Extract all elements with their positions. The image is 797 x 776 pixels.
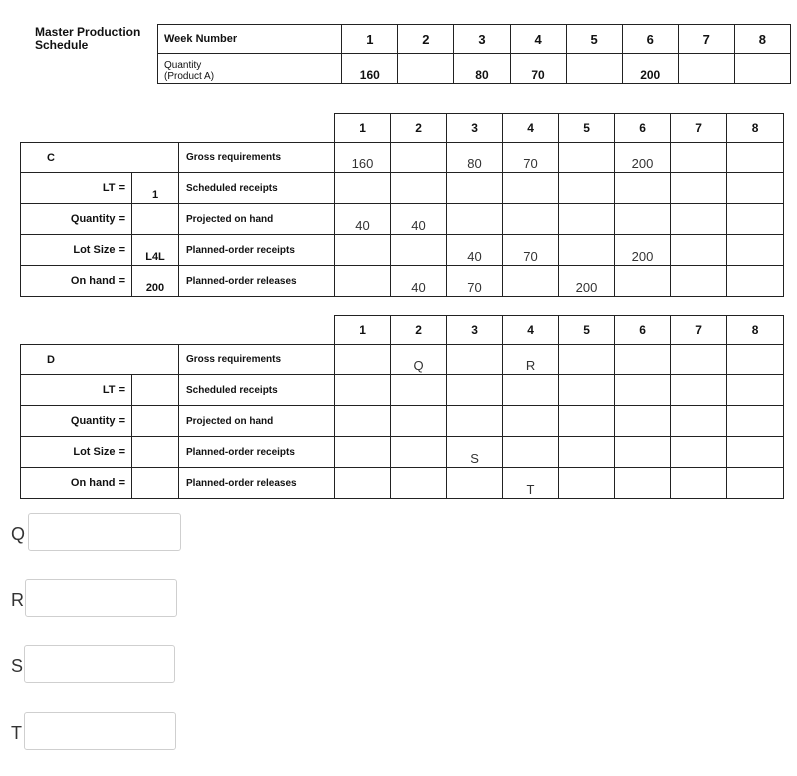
mrp-d-week: 6 [615,316,671,345]
cell [391,143,447,173]
mps-quantity: 80 [454,54,510,84]
cell [727,468,784,499]
mps-week: 6 [622,25,678,54]
mrp-c-receipts-row [21,235,784,266]
cell [727,375,784,406]
answer-input-s[interactable] [24,645,175,683]
cell [335,173,391,204]
cell [559,235,615,266]
row-label: Planned-order receipts [179,437,335,468]
lot-size-value: L4L [132,235,179,266]
cell [671,437,727,468]
cell: 40 [391,266,447,297]
on-hand-value: 200 [132,266,179,297]
row-label: Planned-order receipts [179,235,335,266]
mrp-d-releases-row [21,468,784,499]
lt-value [132,375,179,406]
cell: 80 [447,143,503,173]
mps-quantity-label [158,54,342,84]
cell [727,437,784,468]
mrp-c-week: 5 [559,114,615,143]
cell-t: T [503,468,559,499]
cell: 200 [559,266,615,297]
mps-week: 4 [510,25,566,54]
cell [447,406,503,437]
mps-quantity: 160 [342,54,398,84]
mrp-c-scheduled-row [21,173,784,204]
cell: 200 [615,235,671,266]
row-label: Planned-order releases [179,266,335,297]
quantity-label: Quantity = [21,204,132,235]
cell [727,173,784,204]
mrp-c-week: 8 [727,114,784,143]
answer-input-q[interactable] [28,513,181,551]
mrp-d-week: 5 [559,316,615,345]
row-label: Planned-order releases [179,468,335,499]
cell [671,204,727,235]
answer-label-q: Q [11,524,26,544]
mps-week-label: Week Number [158,25,342,54]
row-label: Projected on hand [179,406,335,437]
lot-size-label: Lot Size = [21,437,132,468]
mps-week: 8 [734,25,790,54]
row-label: Scheduled receipts [179,173,335,204]
cell [671,143,727,173]
mps-week: 2 [398,25,454,54]
on-hand-label: On hand = [21,266,132,297]
cell [727,406,784,437]
row-label: Gross requirements [179,345,335,375]
mps-title: Master Production Schedule [35,25,141,52]
cell [503,204,559,235]
cell [615,173,671,204]
cell [727,143,784,173]
row-label: Projected on hand [179,204,335,235]
mrp-c-week: 6 [615,114,671,143]
mps-week-row [158,25,791,54]
cell [503,406,559,437]
cell: 70 [503,143,559,173]
mrp-table-c [20,113,784,297]
cell-q: Q [391,345,447,375]
item-code-c: C [21,143,179,173]
cell: 70 [447,266,503,297]
cell-s: S [447,437,503,468]
cell: 40 [447,235,503,266]
mrp-c-releases-row [21,266,784,297]
mrp-d-week: 3 [447,316,503,345]
answer-label-s: S [11,656,24,676]
cell [447,375,503,406]
mrp-c-projected-row [21,204,784,235]
cell [335,406,391,437]
cell [559,143,615,173]
lt-label: LT = [21,173,132,204]
cell [615,406,671,437]
mrp-c-week: 1 [335,114,391,143]
cell: 160 [335,143,391,173]
cell [671,266,727,297]
mrp-d-week: 1 [335,316,391,345]
cell [615,266,671,297]
cell [559,406,615,437]
cell [559,173,615,204]
cell [671,235,727,266]
row-label: Gross requirements [179,143,335,173]
mps-quantity [734,54,790,84]
lot-size-label: Lot Size = [21,235,132,266]
cell [559,204,615,235]
cell: 40 [335,204,391,235]
mps-quantity-label-line1: Quantity [164,60,202,71]
cell [391,406,447,437]
cell [335,345,391,375]
mps-quantity [678,54,734,84]
mrp-d-gross-row [21,345,784,375]
on-hand-value [132,468,179,499]
mps-week: 3 [454,25,510,54]
cell [559,468,615,499]
item-code-d: D [21,345,179,375]
lot-size-value [132,437,179,468]
cell [671,468,727,499]
cell [391,437,447,468]
answer-label-t: T [11,723,22,743]
mps-quantity: 70 [510,54,566,84]
mrp-d-week: 2 [391,316,447,345]
on-hand-label: On hand = [21,468,132,499]
cell [615,204,671,235]
cell [335,375,391,406]
mrp-c-week: 4 [503,114,559,143]
lt-value: 1 [132,173,179,204]
cell [559,375,615,406]
cell [727,266,784,297]
cell [391,468,447,499]
cell-r: R [503,345,559,375]
lt-label: LT = [21,375,132,406]
answer-label-r: R [11,590,24,610]
mps-week: 1 [342,25,398,54]
cell [559,345,615,375]
cell [391,235,447,266]
mrp-c-gross-row [21,143,784,173]
mrp-c-week-row [21,114,784,143]
mps-quantity-label-line2: (Product A) [164,71,215,82]
quantity-value [132,406,179,437]
cell [447,468,503,499]
cell [615,375,671,406]
mrp-d-week: 7 [671,316,727,345]
mps-quantity: 200 [622,54,678,84]
mrp-d-week-row [21,316,784,345]
cell [615,468,671,499]
cell [447,204,503,235]
mrp-d-week: 4 [503,316,559,345]
cell: 70 [503,235,559,266]
answer-input-t[interactable] [24,712,176,750]
cell [671,406,727,437]
mps-week: 5 [566,25,622,54]
mps-week: 7 [678,25,734,54]
quantity-label: Quantity = [21,406,132,437]
mrp-c-week: 3 [447,114,503,143]
cell [335,235,391,266]
mrp-d-week: 8 [727,316,784,345]
cell [503,437,559,468]
cell [335,266,391,297]
mps-quantity-row [158,54,791,84]
cell: 40 [391,204,447,235]
mrp-d-projected-row [21,406,784,437]
mps-quantity [566,54,622,84]
mrp-c-week: 2 [391,114,447,143]
quantity-value [132,204,179,235]
cell [671,173,727,204]
cell [671,345,727,375]
mrp-d-receipts-row [21,437,784,468]
cell [615,437,671,468]
cell [671,375,727,406]
cell [615,345,671,375]
cell [559,437,615,468]
cell [335,468,391,499]
master-production-schedule-table [157,24,791,84]
cell [503,266,559,297]
cell [391,173,447,204]
mrp-table-d [20,315,784,499]
cell [727,345,784,375]
mrp-c-week: 7 [671,114,727,143]
mrp-d-scheduled-row [21,375,784,406]
cell [335,437,391,468]
cell [391,375,447,406]
cell: 200 [615,143,671,173]
cell [727,204,784,235]
row-label: Scheduled receipts [179,375,335,406]
mps-quantity [398,54,454,84]
cell [447,345,503,375]
answer-input-r[interactable] [25,579,177,617]
cell [503,173,559,204]
cell [447,173,503,204]
cell [727,235,784,266]
cell [503,375,559,406]
